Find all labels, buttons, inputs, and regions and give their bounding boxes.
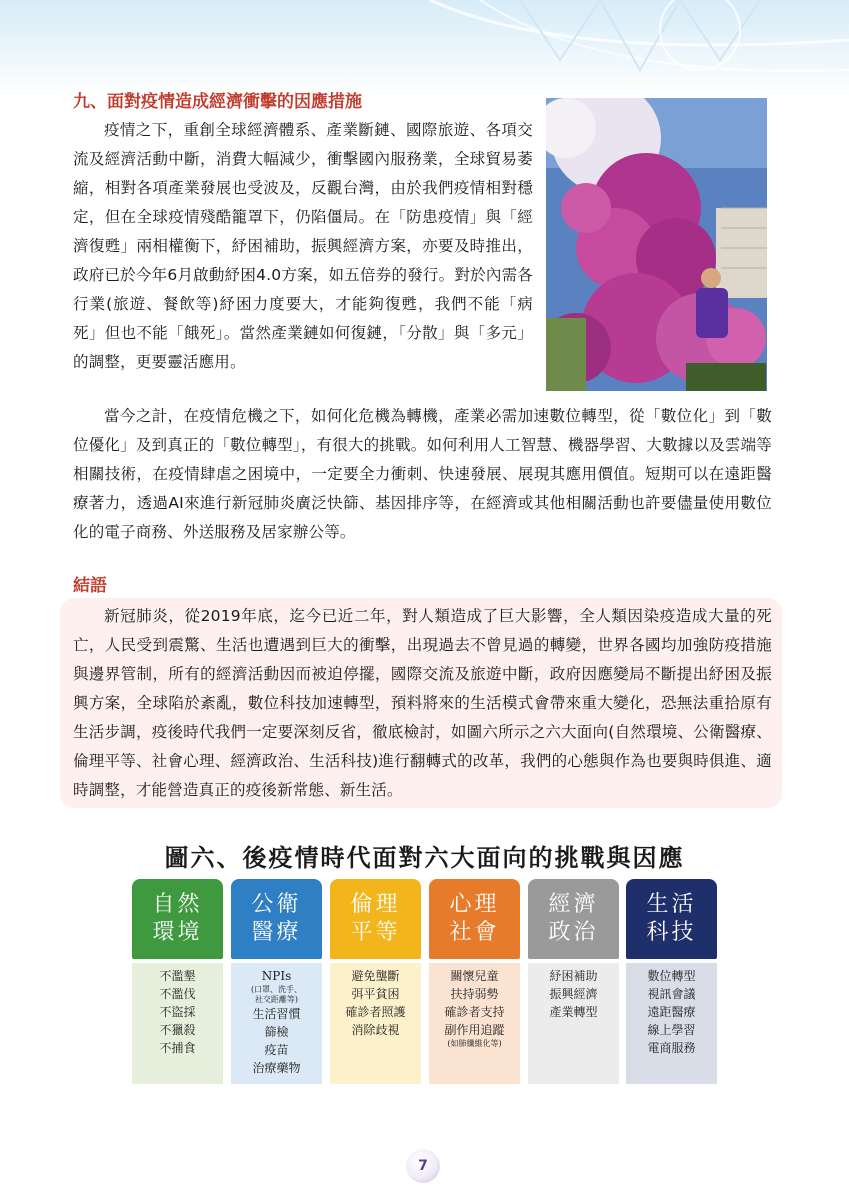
header-background	[0, 0, 849, 95]
aspect-column-psychology	[429, 879, 520, 1084]
aspect-heading: 公衛 醫療	[231, 879, 322, 959]
section-paragraph-1: 疫情之下，重創全球經濟體系、產業斷鏈、國際旅遊、各項交流及經濟活動中斷，消費大幅減少，衝擊國內服務業，全球貿易萎縮，相對各項產業發展也受波及，反觀台灣，由於我們疫情相對穩定，但在全球疫情殘酷籠罩下，仍陷僵局。在「防患疫情」與「經濟復甦」兩相權衡下，紓困補助，振興經濟方案，亦要及時推出，政府已於今年6月啟動紓困4.0方案，如五倍券的發行。對於內需各行業(旅遊、餐飲等)紓困力度要大，才能夠復甦，我們不能「病死」但也不能「餓死」。當然產業鏈如何復鏈，「分散」與「多元」的調整，更要靈活應用。	[73, 121, 533, 371]
aspect-items: 關懷兒童 扶持弱勢 確診者支持 副作用追蹤 (如肺纖維化等)	[429, 963, 520, 1084]
aspect-column-ethics	[330, 879, 421, 1084]
section-paragraph-2: 當今之計，在疫情危機之下，如何化危機為轉機，產業必需加速數位轉型，從「數位化」到「數位優化」及到真正的「數位轉型」，有很大的挑戰。如何利用人工智慧、機器學習、大數據以及雲端等相關技術，在疫情肆虐之困境中，一定要全力衝刺、快速發展、展現其應用價值。短期可以在遠距醫療著力，透過AI來進行新冠肺炎廣泛快篩、基因排序等，在經濟或其他相關活動也許要儘量使用數位化的電子商務、外送服務及居家辦公等。	[73, 407, 772, 541]
aspect-heading: 倫理 平等	[330, 879, 421, 959]
conclusion-title: 結語	[73, 576, 107, 596]
aspect-heading: 自然 環境	[132, 879, 223, 959]
aspect-heading: 生活 科技	[626, 879, 717, 959]
aspect-items: 數位轉型 視訊會議 遠距醫療 線上學習 電商服務	[626, 963, 717, 1084]
garden-photo	[546, 98, 767, 391]
conclusion-paragraph: 新冠肺炎，從2019年底，迄今已近二年，對人類造成了巨大影響，全人類因染疫造成大量的死亡，人民受到震驚、生活也遭遇到巨大的衝擊，出現過去不曾見過的轉變，世界各國均加強防疫措施與邊界管制，所有的經濟活動因而被迫停擺，國際交流及旅遊中斷，政府因應變局不斷提出紓困及振興方案，全球陷於紊亂，數位科技加速轉型，預料將來的生活模式會帶來重大變化，恐無法重拾原有生活步調，疫後時代我們一定要深刻反省，徹底檢討，如圖六所示之六大面向(自然環境、公衛醫療、倫理平等、社會心理、經濟政治、生活科技)進行翻轉式的改革，我們的心態與作為也要與時俱進、適時調整，才能營造真正的疫後新常態、新生活。	[73, 607, 772, 799]
figure-title: 圖六、後疫情時代面對六大面向的挑戰與因應	[164, 843, 685, 872]
aspect-items: 紓困補助 振興經濟 產業轉型	[528, 963, 619, 1084]
aspect-column-technology	[626, 879, 717, 1084]
aspect-items: NPIs (口罩、洗手、 社交距離等) 生活習慣 篩檢 疫苗 治療藥物	[231, 963, 322, 1084]
aspect-column-economy	[528, 879, 619, 1084]
aspect-items: 不濫墾 不濫伐 不盜採 不獵殺 不捕食	[132, 963, 223, 1084]
section-title: 九、面對疫情造成經濟衝擊的因應措施	[73, 92, 362, 112]
aspect-column-nature	[132, 879, 223, 1084]
page-number: 7	[406, 1149, 440, 1183]
aspect-items: 避免壟斷 弭平貧困 確診者照護 消除歧視	[330, 963, 421, 1084]
six-aspects-figure	[132, 879, 717, 1084]
aspect-heading: 經濟 政治	[528, 879, 619, 959]
aspect-column-health	[231, 879, 322, 1084]
aspect-heading: 心理 社會	[429, 879, 520, 959]
